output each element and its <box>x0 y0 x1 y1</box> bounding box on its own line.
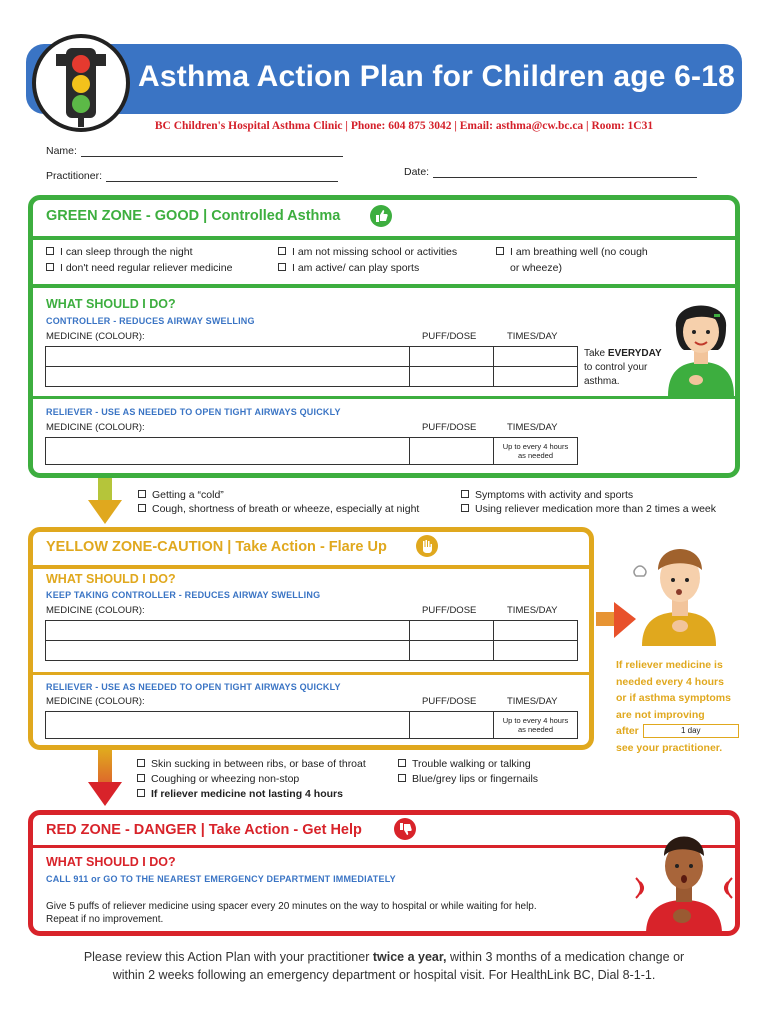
yellow-puff-label: PUFF/DOSE <box>422 605 477 616</box>
practitioner-label: Practitioner: <box>46 170 103 182</box>
yellow-lamp <box>72 75 90 93</box>
green-check-1[interactable]: I can sleep through the night <box>46 246 193 258</box>
red-trigger-4[interactable]: Trouble walking or talking <box>398 758 531 770</box>
red-call-head: CALL 911 or GO TO THE NEAREST EMERGENCY DEPARTMENT IMMEDIATELY <box>46 874 396 884</box>
green-check-5[interactable]: I am breathing well (no cough <box>496 246 648 258</box>
puff-cell[interactable] <box>410 641 494 661</box>
green-divider <box>30 284 738 288</box>
medicine-cell[interactable] <box>46 367 410 387</box>
date-field[interactable] <box>404 166 697 178</box>
medicine-cell[interactable] <box>46 712 410 739</box>
puff-cell[interactable] <box>410 347 494 367</box>
clinic-contact: BC Children's Hospital Asthma Clinic | Phone: 604 875 3042 | Email: asthma@cw.bc.ca | Room: 1C31 <box>154 120 654 132</box>
puff-cell[interactable] <box>410 712 494 739</box>
red-divider <box>30 845 738 848</box>
date-label: Date: <box>404 166 430 178</box>
down-arrow-head <box>88 782 122 806</box>
reliever-times-text: Up to every 4 hours as needed <box>502 442 569 460</box>
yellow-divider <box>30 565 592 569</box>
yellow-trigger-2[interactable]: Cough, shortness of breath or wheeze, especially at night <box>138 503 419 515</box>
yellow-reliever-medicine-label: MEDICINE (COLOUR): <box>46 696 145 707</box>
boy-distress-illustration <box>634 824 734 934</box>
down-arrow-icon <box>98 478 112 500</box>
down-arrow-icon <box>98 750 112 782</box>
take-everyday-line3: asthma. <box>584 376 620 387</box>
times-cell <box>494 438 578 465</box>
green-lamp <box>72 95 90 113</box>
green-reliever-puff-label: PUFF/DOSE <box>422 422 477 433</box>
days-field[interactable]: 1 day <box>643 724 739 738</box>
red-zone-title: RED ZONE - DANGER | Take Action - Get Help <box>46 822 362 838</box>
yellow-reliever-times-label: TIMES/DAY <box>507 696 558 707</box>
traffic-light-wing <box>56 54 66 66</box>
red-instruction-2: Repeat if no improvement. <box>46 914 164 925</box>
traffic-light-wing <box>96 54 106 66</box>
green-reliever-table[interactable] <box>45 437 578 465</box>
yellow-trigger-4[interactable]: Using reliever medication more than 2 times a week <box>461 503 716 515</box>
yellow-trigger-1[interactable]: Getting a “cold” <box>138 489 224 501</box>
yellow-advice: If reliever medicine is needed every 4 hours or if asthma symptoms are not improving after 1 day see your practitioner. <box>616 657 756 756</box>
green-divider <box>30 396 738 399</box>
puff-cell[interactable] <box>410 367 494 387</box>
medicine-cell[interactable] <box>46 347 410 367</box>
page-title: Asthma Action Plan for Children age 6-18 <box>138 60 735 93</box>
green-check-3[interactable]: I am not missing school or activities <box>278 246 457 258</box>
green-divider <box>30 236 738 240</box>
green-check-5-cont: or wheeze) <box>510 262 562 274</box>
thumbs-down-icon <box>394 818 416 840</box>
yellow-trigger-3[interactable]: Symptoms with activity and sports <box>461 489 633 501</box>
green-reliever-medicine-label: MEDICINE (COLOUR): <box>46 422 145 433</box>
yellow-controller-table[interactable] <box>45 620 578 661</box>
yellow-times-label: TIMES/DAY <box>507 605 558 616</box>
yellow-reliever-puff-label: PUFF/DOSE <box>422 696 477 707</box>
take-everyday-line2: to control your <box>584 362 648 373</box>
red-what-title: WHAT SHOULD I DO? <box>46 855 176 869</box>
green-reliever-times-label: TIMES/DAY <box>507 422 558 433</box>
boy-coughing-illustration <box>630 540 726 648</box>
green-what-title: WHAT SHOULD I DO? <box>46 297 176 311</box>
yellow-controller-head: KEEP TAKING CONTROLLER - REDUCES AIRWAY SWELLING <box>46 590 321 600</box>
puff-cell[interactable] <box>410 438 494 465</box>
red-trigger-3[interactable]: If reliever medicine not lasting 4 hours <box>137 788 343 800</box>
name-field[interactable] <box>46 145 343 157</box>
green-times-label: TIMES/DAY <box>507 331 558 342</box>
yellow-divider <box>30 672 592 675</box>
girl-illustration <box>664 288 738 396</box>
times-cell[interactable] <box>494 621 578 641</box>
green-medicine-label: MEDICINE (COLOUR): <box>46 331 145 342</box>
yellow-reliever-table[interactable] <box>45 711 578 739</box>
reliever-times-text: Up to every 4 hours as needed <box>502 716 569 734</box>
yellow-what-title: WHAT SHOULD I DO? <box>46 572 176 586</box>
name-label: Name: <box>46 145 77 157</box>
yellow-zone-title: YELLOW ZONE-CAUTION | Take Action - Flare Up <box>46 539 387 555</box>
medicine-cell[interactable] <box>46 438 410 465</box>
green-check-4[interactable]: I am active/ can play sports <box>278 262 419 274</box>
thumbs-up-icon <box>370 205 392 227</box>
green-puff-label: PUFF/DOSE <box>422 331 477 342</box>
yellow-medicine-label: MEDICINE (COLOUR): <box>46 605 145 616</box>
green-controller-head: CONTROLLER - REDUCES AIRWAY SWELLING <box>46 316 255 326</box>
puff-cell[interactable] <box>410 621 494 641</box>
footer-note: Please review this Action Plan with your practitioner twice a year, within 3 months of a medication change or within 2 weeks following an emergency department or hospital visit. For HealthLink BC, Dial 8-1-1. <box>83 950 685 982</box>
practitioner-field[interactable] <box>46 170 338 182</box>
green-reliever-head: RELIEVER - USE AS NEEDED TO OPEN TIGHT AIRWAYS QUICKLY <box>46 407 341 417</box>
green-zone-title: GREEN ZONE - GOOD | Controlled Asthma <box>46 208 341 224</box>
down-arrow-head <box>88 500 122 524</box>
red-instruction-1: Give 5 puffs of reliever medicine using spacer every 20 minutes on the way to hospital or while waiting for help. <box>46 901 537 912</box>
medicine-cell[interactable] <box>46 641 410 661</box>
times-cell <box>494 712 578 739</box>
red-trigger-1[interactable]: Skin sucking in between ribs, or base of throat <box>137 758 366 770</box>
red-trigger-5[interactable]: Blue/grey lips or fingernails <box>398 773 538 785</box>
yellow-reliever-head: RELIEVER - USE AS NEEDED TO OPEN TIGHT AIRWAYS QUICKLY <box>46 682 341 692</box>
stop-hand-icon <box>416 535 438 557</box>
times-cell[interactable] <box>494 347 578 367</box>
green-controller-table[interactable] <box>45 346 578 387</box>
red-trigger-2[interactable]: Coughing or wheezing non-stop <box>137 773 299 785</box>
times-cell[interactable] <box>494 641 578 661</box>
red-lamp <box>72 55 90 73</box>
take-everyday-text: Take EVERYDAY <box>584 348 662 359</box>
times-cell[interactable] <box>494 367 578 387</box>
medicine-cell[interactable] <box>46 621 410 641</box>
green-check-2[interactable]: I don't need regular reliever medicine <box>46 262 232 274</box>
